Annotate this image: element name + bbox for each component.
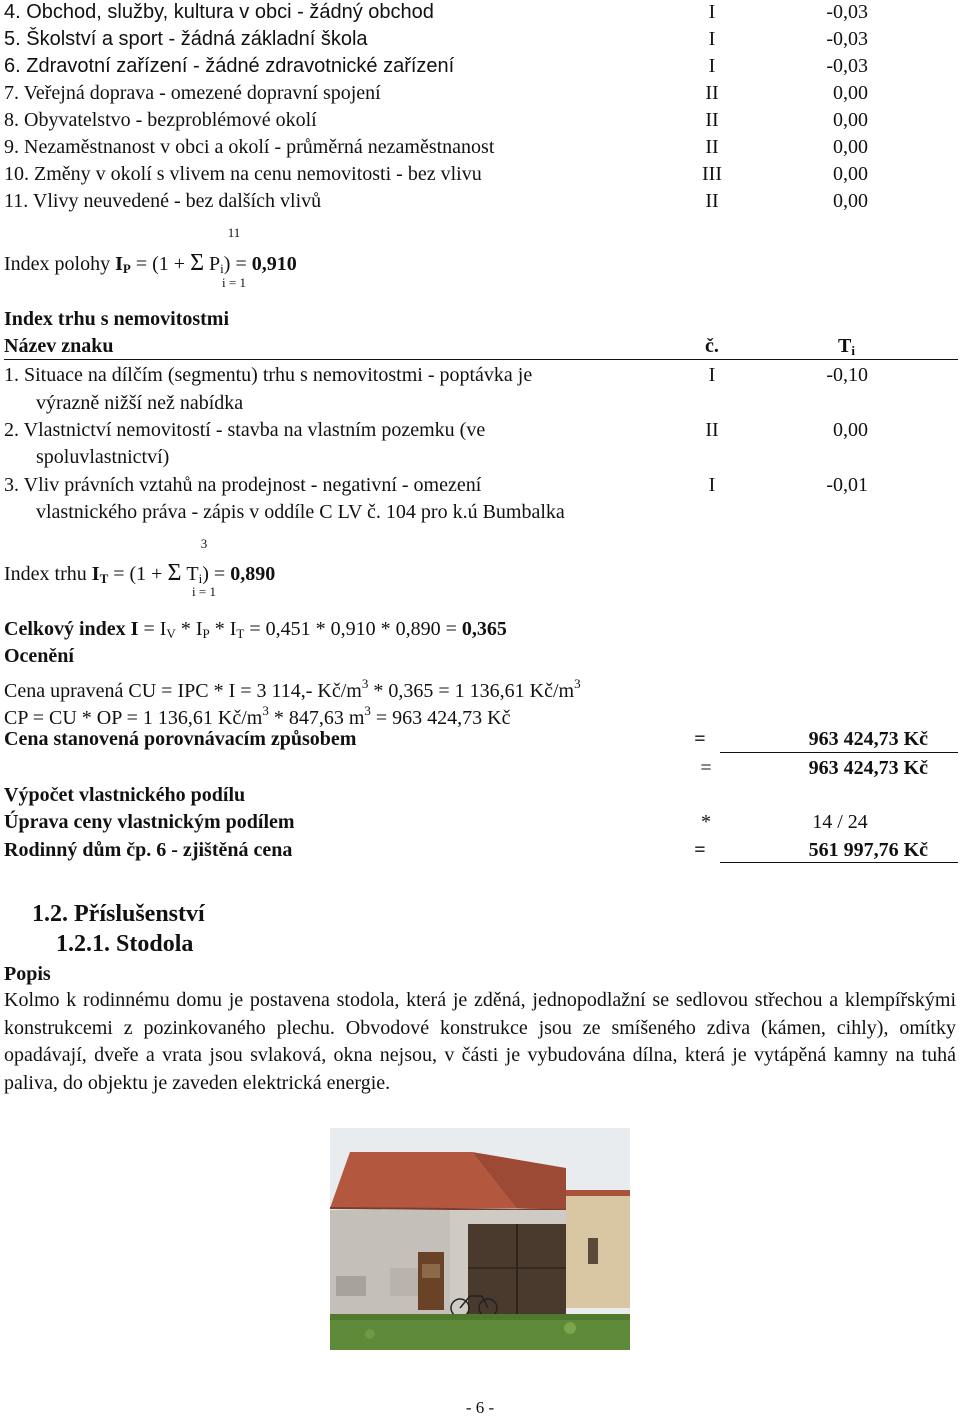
factor-text: 8. Obyvatelstvo - bezproblémové okolí [4, 109, 317, 131]
subsection-heading: 1.2.1. Stodola [56, 931, 194, 957]
popis-heading: Popis [4, 963, 51, 985]
comparative-price-value: 963 424,73 Kč [808, 728, 928, 750]
index-polohy-formula: Index polohy $I_P = (1 + \Sigma$ $P_i) = 0,910$ [4, 250, 297, 276]
factor-text: 6. Zdravotní zařízení - žádné zdravotnické zařízení [4, 55, 455, 77]
sigma-symbol: Σ [167, 560, 182, 586]
market-row-grade: I [708, 474, 716, 496]
factor-text: 9. Nezaměstnanost v obci a okolí - průměrná nezaměstnanost [4, 136, 495, 158]
market-row [0, 473, 960, 497]
sum-upper-limit: 11 [227, 225, 241, 240]
factor-text: 5. Školství a sport - žádná základní škola [4, 28, 368, 50]
market-row-text-cont: vlastnického práva - zápis v oddíle C LV č. 104 pro k.ú Bumbalka [36, 501, 565, 523]
market-row [0, 363, 960, 387]
market-row-grade: II [705, 419, 719, 441]
factor-grade: II [705, 82, 719, 104]
barn-description: Kolmo k rodinnému domu je postavena stodola, která je zděná, jednopodlažní se sedlovou střechou a klempířskými konstrukcemi z pozinkovaného plechu. Obvodové konstrukce jsou ze smíšeného zdiva (kámen, cihly), omítky opadávají, dveře a vrata jsou svlaková, okna nejsou, v části je vybudována dílna, která je vytápěná kamny na tuhá paliva, do objektu je zaveden elektrická energie. [4, 989, 956, 1094]
factor-row [0, 108, 960, 132]
col-name-header: Název znaku [4, 335, 114, 357]
factor-row [0, 81, 960, 105]
factor-row [0, 135, 960, 159]
final-label: Rodinný dům čp. 6 - zjištěná cena [4, 839, 293, 861]
factor-value: 0,00 [833, 109, 868, 131]
market-row-text-cont: spoluvlastnictví) [36, 446, 170, 468]
sum-lower-limit: i = 1 [192, 584, 216, 599]
factor-value: 0,00 [833, 190, 868, 212]
market-row-text: 3. Vliv právních vztahů na prodejnost - negativní - omezení [4, 474, 482, 496]
factor-grade: II [705, 190, 719, 212]
factor-grade: II [705, 109, 719, 131]
factor-grade: II [705, 136, 719, 158]
market-row [0, 418, 960, 442]
share-value: 14 / 24 [812, 811, 868, 833]
factor-grade: I [708, 1, 716, 23]
factor-row [0, 27, 960, 51]
comparative-price-label: Cena stanovená porovnávacím způsobem [4, 728, 357, 750]
final-rule [720, 862, 958, 863]
market-row-value: 0,00 [833, 419, 868, 441]
valuation-heading: Ocenění [4, 645, 74, 667]
factor-value: 0,00 [833, 136, 868, 158]
share-op: * [701, 811, 711, 833]
factor-grade: I [708, 28, 716, 50]
index-trhu-formula: Index trhu $I_T = (1 + \Sigma$ $T_i) = 0,890$ [4, 560, 276, 586]
sum-lower-limit: i = 1 [222, 275, 246, 290]
header-rule [4, 359, 958, 360]
factor-value: -0,03 [826, 28, 868, 50]
factor-row [0, 162, 960, 186]
market-row-text: 2. Vlastnictví nemovitostí - stavba na vlastním pozemku (ve [4, 419, 486, 441]
market-table-header [0, 334, 960, 358]
market-row-grade: I [708, 364, 716, 386]
share-label: Úprava ceny vlastnickým podílem [4, 811, 295, 833]
factor-text: 10. Změny v okolí s vlivem na cenu nemovitosti - bez vlivu [4, 163, 482, 185]
sum-upper-limit: 3 [200, 536, 208, 551]
factor-value: -0,03 [826, 55, 868, 77]
factor-row [0, 189, 960, 213]
final-row [0, 838, 960, 862]
share-heading: Výpočet vlastnického podílu [4, 784, 246, 806]
sum-rule [720, 752, 958, 753]
factor-text: 7. Veřejná doprava - omezené dopravní spojení [4, 82, 381, 104]
page-number: - 6 - [465, 1398, 495, 1417]
factor-row [0, 0, 960, 24]
share-row [0, 810, 960, 834]
index-trhu-result: 0,890 [230, 563, 276, 585]
col-t-header: $T_i$ [838, 335, 855, 358]
comparative-price-row [0, 727, 960, 751]
total-op: = [700, 757, 712, 779]
factor-value: -0,03 [826, 1, 868, 23]
section-heading: 1.2. Příslušenství [32, 901, 205, 927]
market-row-text-cont: výrazně nižší než nabídka [36, 392, 244, 414]
factor-row [0, 54, 960, 78]
market-row-text: 1. Situace na dílčím (segmentu) trhu s nemovitostmi - poptávka je [4, 364, 533, 386]
market-row-value: -0,01 [826, 474, 868, 496]
factor-text: 4. Obchod, služby, kultura v obci - žádný obchod [4, 1, 434, 23]
adjusted-price: Cena upravená CU = IPC * I = 3 114,- $Kč/m^3 * 0,365 = 1$ 136,61 $Kč/m^3$ [4, 676, 581, 702]
final-op: = [694, 839, 706, 861]
factor-value: 0,00 [833, 163, 868, 185]
index-polohy-result: 0,910 [251, 253, 297, 275]
total-value: 963 424,73 Kč [808, 757, 928, 779]
factor-value: 0,00 [833, 82, 868, 104]
factor-grade: III [702, 163, 722, 185]
col-no-header: č. [705, 335, 719, 357]
overall-index: Celkový index $I = I_V * I_P * I_T = 0,451 * 0,910 * 0,890 = 0,365$ [4, 618, 507, 641]
comparative-price-op: = [694, 728, 706, 750]
factor-text: 11. Vlivy neuvedené - bez dalších vlivů [4, 190, 322, 212]
sigma-symbol: Σ [190, 250, 205, 276]
factor-grade: I [708, 55, 716, 77]
overall-result: 0,365 [461, 618, 507, 640]
barn-photo [330, 1128, 630, 1350]
final-value: 561 997,76 Kč [808, 839, 928, 861]
total-row [0, 756, 960, 780]
market-heading: Index trhu s nemovitostmi [4, 308, 230, 330]
market-row-value: -0,10 [826, 364, 868, 386]
cp-calculation: CP = CU * OP = 1 136,61 $Kč/m^3 * 847,63$ $m^3 = 963$ 424,73 Kč [4, 703, 511, 729]
